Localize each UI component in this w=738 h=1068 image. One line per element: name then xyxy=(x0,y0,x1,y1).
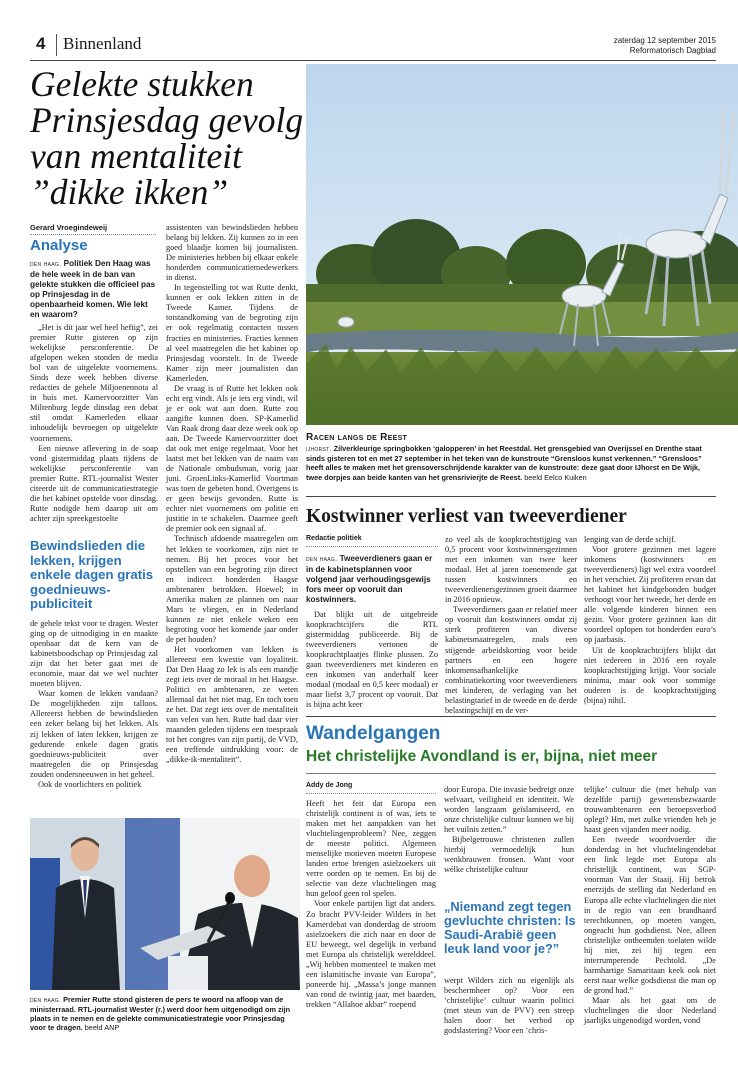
header-date: zaterdag 12 september 2015 xyxy=(613,36,716,45)
page-header xyxy=(0,0,738,62)
photo-springbokken xyxy=(306,64,738,425)
wandelgangen-byline: Addy de Jong xyxy=(306,782,353,789)
wandelgangen-col-3: telijke’ cultuur die (met behulp van dezelfde partij) gewetensbezwaarde trouwambtenaren een beroepsverbod oplegt? Hm, met zulke vrienden heb je haast geen vijanden meer nodig. Een tweede woordvoerder die donderdag in het vluchtelingendebat een link legde met Europa als christelijk continent, was SGP-voorman Van der Staaij. Hij betrok enerzijds de stelling dat Nederland en Europa alle echte vluchtelingen die niet in de regio van een brandhaard terechtkunnen, op moeten vangen, ongeacht hun godsdienst. Nee, alleen christelijke ontheemden toelaten wilde hij niet, zei hij tegen een interrumperende Pechtold. „De barmhartige Samaritaan keek ook niet eerst naar welke godsdienst die man op de grond had.” Maar als het gaat om de vluchtelingen die door Nederland jaarlijks uitgenodigd worden, vond xyxy=(584,785,716,1026)
kostwinner-headline: Kostwinner verliest van tweeverdiener xyxy=(306,506,627,527)
byline: Gerard Vroegindeweij xyxy=(30,223,108,232)
main-headline: Gelekte stukken Prinsjesdag gevolg van mentaliteit ”dikke ikken” xyxy=(30,64,304,212)
kostwinner-col-1: den haag. Tweeverdieners gaan er in de kabinetsplannen voor volgend jaar verhoudingsgewijs fors meer op vooruit dan kostwinners. Dat blijkt uit de uitgebreide koopkrachtcijfers die RTL gistermiddag publiceerde. Bij de tweeverdieners vertonen de koopkrachtplaatjes flinke plussen. Zo gaan tweeverdieners met kinderen en een inkomen van anderhalf keer modaal (modaal en 0,5 keer modaal) er maar liefst 3,7 procent op vooruit. Dat is bijna acht keer xyxy=(306,554,438,710)
wandelgangen-headline: Het christelijke Avondland is er, bijna, niet meer xyxy=(306,748,658,765)
photo-rutte xyxy=(30,818,300,990)
kicker: Analyse xyxy=(30,237,88,254)
landscape-illustration xyxy=(306,64,738,425)
wandelgangen-col-1: Heeft het feit dat Europa een christelijk continent is of was, iets te maken met het aanpakken van het vluchtelingenprobleem? Nee, zeggen de meeste politici. Algemeen menselijke motieven moeten Europese landen ertoe brengen asielzoekers uit verre oorden op te nemen. En bij de selectie van deze vluchtelingen mag hun geloof geen rol spelen. Voor enkele partijen ligt dat anders. Zo bracht PVV-leider Wilders in het Kamerdebat van donderdag de stroom asielzoekers die zich naar en door de EU beweegt, wel degelijk in verband met Europa als christelijk werelddeel. „Wij hebben momenteel te maken met een islamitische invasie van Europa”, poneerde hij. „Massa’s jonge mannen van rond de twintig jaar, met baarden, trekken “Allahoe akbar” roepend xyxy=(306,799,436,1009)
press-conference-illustration xyxy=(30,818,300,990)
wandelgangen-label: Wandelgangen xyxy=(306,723,441,744)
wandelgangen-col-2: door Europa. Die invasie bedreigt onze welvaart, veiligheid en identiteit. We worden langzaam geïslamiseerd, en onze christelijke cultuur kunnen we bij het vuilnis zetten.” Bijbelgetrouwe christenen zullen hierbij vermoedelijk hun wenkbrauwen fronsen. Want voor wélke christelijke cultuur xyxy=(444,785,574,875)
photo2-caption-title: Racen langs de Reest xyxy=(306,432,408,443)
page-number: 4 xyxy=(36,34,46,53)
article-col-1b: de gehele tekst voor te dragen. Wester ging op de uitnodiging in en maakte openbaar dat de kern van de kabinetsboodschap op Prinsjesdag zal zijn dat het beter gaat met de economie, maar dat we wel nuchter moeten blijven. Waar komen de lekken vandaan? De mogelijkheden zijn talloos. Allereerst hebben de bewindslieden een zeker belang bij het lekken. Als zij lekken of laten lekken, krijgen ze gedurende enkele dagen gratis goednieuws-publiciteit over maatregelen die op Prinsjesdag zouden ondersneeuwen in het geheel. Ook de voorlichters en politiek xyxy=(30,619,158,789)
header-paper: Reformatorisch Dagblad xyxy=(629,46,716,55)
section-title: Binnenland xyxy=(63,34,142,53)
photo2-caption: Racen langs de Reest ijhorst. Zilverkleurige springbokken ‘galopperen’ in het Reestdal. Het grensgebied van Overijssel en Drenthe staat sinds gisteren tot en met 27 september in het teken van de kunstroute “Grensloos kunst verkennen.” “Grensloos” heeft alles te maken met het grensoverschrijdende karakter van de kunstroute: deze gaat door IJhorst en De Wijk, twee dorpjes aan beide kanten van het grensrivierjte de Reest. beeld Eelco Kuiken xyxy=(306,432,716,482)
pullquote-1: Bewindslieden die lekken, krijgen enkele dagen gratis goednieuws-publiciteit xyxy=(30,538,154,611)
kostwinner-col-2: zo veel als de koopkrachtstijging van 0,5 procent voor kostwinnersgezinnen met een inkomen van twee keer modaal. Het al jaren toenemende gat tussen kostwinners en tweeverdienersgezinnen groeit daarmee in 2016 opnieuw. Tweeverdieners gaan er relatief meer op vooruit dan kostwinners omdat zij sterk profiteren van diverse kabinetsmaatregelen, zoals een stijgende arbeidskorting voor beide partners en een hogere inkomensafhankelijke combinatiekorting voor tweeverdieners met kinderen, de verlaging van het belastingtarief in de tweede en de derde belastingschijf en de ver- xyxy=(445,535,577,715)
kostwinner-col-3: lenging van de derde schijf. Voor grotere gezinnen met lagere inkomens (kostwinners en tweeverdieners) ligt wel extra voordeel in het verschiet. Zij profiteren ervan dat het kabinet het kindgebonden budget verhoogt voor het tweede, het derde en alle volgende kinderen binnen een gezin. Voor grotere gezinnen kan dit voordeel oplopen tot honderden euro’s op jaarbasis. Uit de koopkrachtcijfers blijkt dat niet iedereen in 2016 een royale koopkrachtstijging krijgt. Voor sociale minima, maar ook voor sommige ouderen is de koopkrachtstijging (bijna) nihil. xyxy=(584,535,717,705)
wandelgangen-col-2b: werpt Wilders zich nu eigenlijk als beschermheer op? Voor een ‘christelijke’ cultuur waarin politici (met steun van de PVV) een streep halen door het verbod op godslastering? Voor een ‘chris- xyxy=(444,976,574,1036)
wandelgangen-pullquote: „Niemand zegt tegen gevluchte christen: Is Saudi-Arabië geen leuk land voor je?” xyxy=(444,899,576,956)
article-col-2: assistenten van bewindslieden hebben belang bij lekken. Zij kunnen zo in een goed blaadje komen bij journalisten. De ministeries hebben bij elkaar enkele honderden communicatiemedewerkers in dienst. In tegenstelling tot wat Rutte denkt, kunnen er ook lekken zitten in de Tweede Kamer. Tijdens de totstandkoming van de begroting zijn er ook regelmatig contacten tussen fracties en ministeries. Fracties kennen al veel maatregelen die het kabinet op Prinsjesdag voorstelt. In de Tweede Kamer zijn meer journalisten dan Kamerleden. De vraag is of Rutte het lekken ook echt erg vindt. Als je iets erg vindt, wil je er ook wat aan doen. Rutte zou aangifte kunnen doen. SP-Kamerlid Van Raak drong daar deze week ook op aan. De Tweede Kamervoorzitter doet dat ook met enige regelmaat. Voor het laatst met het lekken van de naam van de Nationale ombudsman, vorig jaar juni. GroenLinks-Kamerlid Voortman was toen de gebeten hond. Overigens is er geen bewijs gevonden. Rutte is echter niet voornemens om politie en justitie in te schakelen. Daarmee geeft de premier ook een signaal af. Technisch afdoende maatregelen om het lekken te voorkomen, zijn niet te nemen. Bij het proces voor het opstellen van een begroting zijn direct en indirect honderden Haagse ambtenaren betrokken. Hoewel; in Amerika maken ze plannen om naar Mars te vliegen, en in Nederland kunnen ze niet enkele weken een begroting voor het komende jaar onder de pet houden? Het voorkomen van lekken is allereerst een kwestie van loyaliteit. Dat Den Haag zo lek is als een mandje zegt iets over de moraal in het Haagse. Politici en ambtenaren, ze weten allemaal dat het niet mag. En toch toen ze het. Dat zegt iets over de mentaliteit van velen van hen. Rutte had daar vier maanden geleden tijdens een toespraak tot het congres van zijn partij, de VVD, een treffende uitdrukking voor: de „dikke-ik-mentaliteit”. xyxy=(166,223,298,765)
kostwinner-byline: Redactie politiek xyxy=(306,535,362,542)
article-col-1: den haag. Politiek Den Haag was de hele week in de ban van gelekte stukken die officieel pas op Prinsjesdag in de openbaarheid komen. Wie lekt en waarom? „Het is dit jaar wel heel heftig”, zei premier Rutte gisteren op zijn wekelijkse persconferentie. De afgelopen weken stonden de media bol van de uitgelekte voornemens. Sinds deze week hebben diverse redacties de gehele Miljoenennota al in huis met. Kamervoorzitter Van Miltenburg legde dinsdag een debat stil omdat Kamerleden elkaar inhoudelijk bevroegen op uitgelekte voornemens. Een nieuwe aflevering in de soap vond gistermiddag plaats tijdens de wekelijkse persconferentie van premier Rutte. RTL-journalist Wester citeerde uit de communicatiestrategie die het kabinet opstelde voor dinsdag. Rutte nodigde hem daarop uit om achter zijn spreekgestoelte xyxy=(30,259,158,523)
photo1-caption: den haag. Premier Rutte stond gisteren de pers te woord na afloop van de ministerraad. RTL-journalist Wester (r.) werd door hem uitgenodigd om zijn plaats in te nemen en de gelekte communicatiestrategie voor Prinsjesdag voor te dragen. beeld ANP xyxy=(30,995,291,1032)
